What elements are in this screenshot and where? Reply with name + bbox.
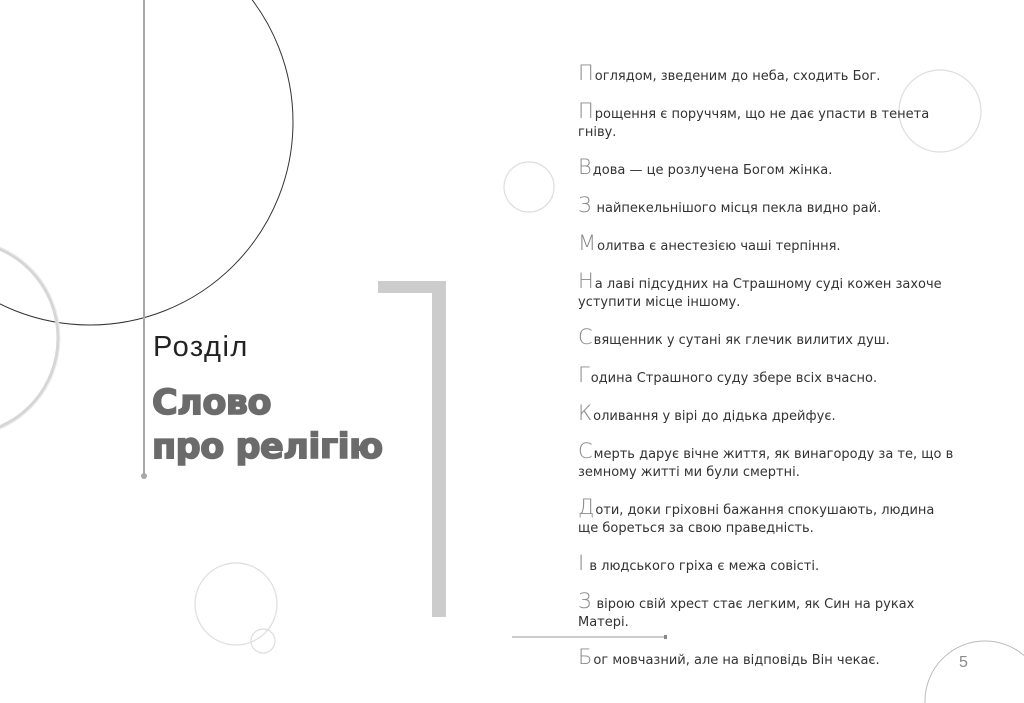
section-title-line-1: Слово bbox=[152, 383, 272, 423]
section-label: Розділ bbox=[153, 331, 249, 363]
page-number: 5 bbox=[959, 654, 968, 671]
aphorism bbox=[578, 155, 958, 180]
drop-cap: Н bbox=[578, 269, 594, 293]
drop-cap: С bbox=[578, 325, 593, 349]
drop-cap: І bbox=[578, 551, 585, 575]
aphorism-text: рощення є поруччям, що не дає упасти в тенета гніву. bbox=[578, 107, 930, 140]
drop-cap: З bbox=[578, 589, 592, 613]
aphorism bbox=[578, 61, 958, 86]
guide-line-dot bbox=[141, 473, 147, 479]
drop-cap: Б bbox=[578, 645, 593, 669]
aphorism-list bbox=[578, 61, 958, 686]
aphorism-text: дова — це розлучена Богом жінка. bbox=[592, 163, 833, 178]
aphorism-text: оливання у вірі до дідька дрейфує. bbox=[593, 409, 836, 424]
drop-cap: К bbox=[578, 401, 593, 425]
bottom-circle-large bbox=[195, 563, 277, 645]
aphorism-text: мерть дарує вічне життя, як винагороду за те, що в земному житті ми були смертні. bbox=[578, 447, 954, 480]
aphorism-text: найпекельнішого місця пекла видно рай. bbox=[592, 201, 882, 216]
aphorism-text: в людського гріха є межа совісті. bbox=[585, 559, 820, 574]
aphorism-text: оти, доки гріховні бажання спокушають, людина ще бореться за свою праведність. bbox=[578, 503, 935, 536]
aphorism bbox=[578, 589, 958, 632]
drop-cap: П bbox=[578, 99, 594, 123]
left-edge-circle bbox=[0, 241, 58, 435]
section-title-line-2: про релігію bbox=[152, 427, 383, 467]
right-small-circle bbox=[504, 162, 554, 212]
drop-cap: В bbox=[578, 155, 592, 179]
drop-cap: Г bbox=[578, 363, 590, 387]
bracket-vertical-bar bbox=[432, 281, 446, 617]
aphorism bbox=[578, 645, 958, 670]
drop-cap: Д bbox=[578, 495, 595, 519]
section-title bbox=[152, 381, 383, 469]
aphorism bbox=[578, 231, 958, 256]
aphorism bbox=[578, 551, 958, 576]
aphorism-text: одина Страшного суду збере всіх вчасно. bbox=[590, 371, 878, 386]
aphorism bbox=[578, 325, 958, 350]
large-circle-outline bbox=[0, 0, 293, 325]
drop-cap: М bbox=[578, 231, 597, 255]
aphorism bbox=[578, 99, 958, 142]
aphorism-text: ог мовчазний, але на відповідь Він чекає. bbox=[593, 653, 880, 668]
aphorism bbox=[578, 269, 958, 312]
drop-cap: З bbox=[578, 193, 592, 217]
aphorism bbox=[578, 439, 958, 482]
aphorism-text: вірою свій хрест стає легким, як Син на руках Матері. bbox=[578, 597, 915, 630]
drop-cap: П bbox=[578, 61, 594, 85]
aphorism bbox=[578, 193, 958, 218]
aphorism-text: вященник у сутані як глечик вилитих душ. bbox=[593, 333, 890, 348]
drop-cap: С bbox=[578, 439, 593, 463]
aphorism-text: оглядом, зведеним до неба, сходить Бог. bbox=[594, 69, 881, 84]
aphorism-text: а лаві підсудних на Страшному суді кожен захоче уступити місце іншому. bbox=[578, 277, 942, 310]
aphorism bbox=[578, 495, 958, 538]
aphorism-text: олитва є анестезією чаші терпіння. bbox=[597, 239, 841, 254]
aphorism bbox=[578, 401, 958, 426]
aphorism bbox=[578, 363, 958, 388]
